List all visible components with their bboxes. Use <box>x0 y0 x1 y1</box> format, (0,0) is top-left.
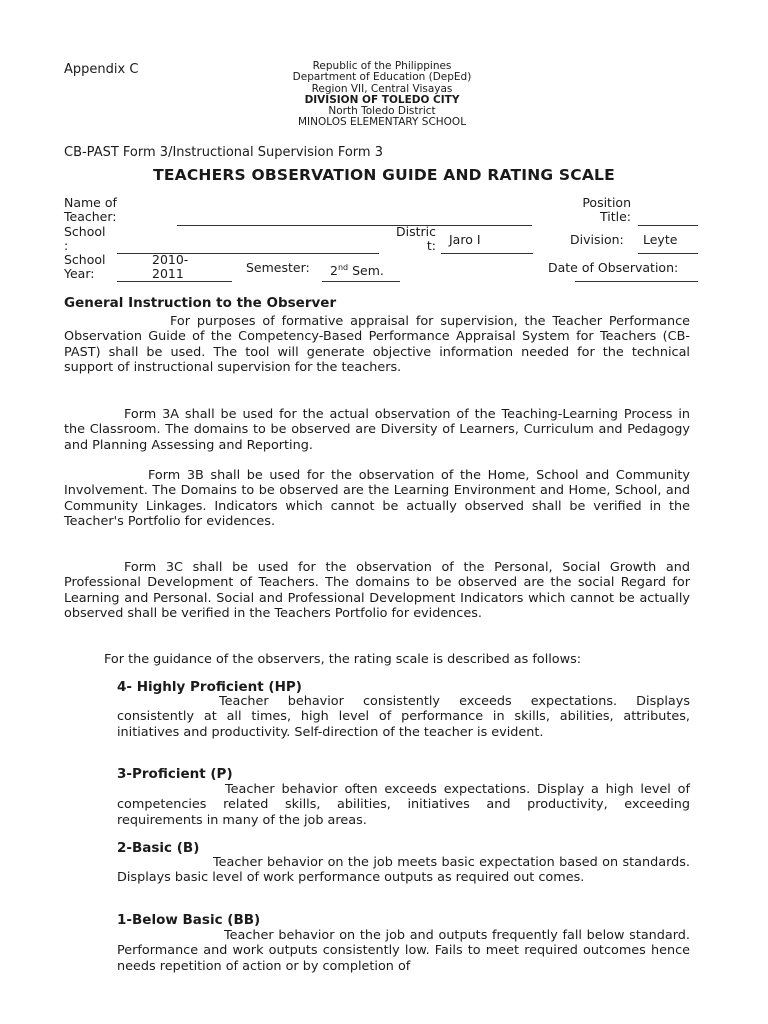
instruction-paragraph-intro: For purposes of formative appraisal for supervision, the Teacher Performance Observation Guide of the Competency-Based Performance Appraisal System for Teachers (CB-PAST) shall be used. The tool will generate objective information needed for the technical support of instructional supervision for the teachers. <box>64 314 690 375</box>
scale-2-title: 2-Basic (B) <box>117 840 200 856</box>
division-field[interactable] <box>638 253 698 254</box>
instructions-heading: General Instruction to the Observer <box>64 295 337 311</box>
position-title-field[interactable] <box>638 225 698 226</box>
page-title: TEACHERS OBSERVATION GUIDE AND RATING SCALE <box>153 166 615 184</box>
header-line-republic: Republic of the Philippines <box>312 60 452 72</box>
letterhead <box>232 61 532 129</box>
scale-3-title: 3-Proficient (P) <box>117 766 233 782</box>
scale-2-description: Teacher behavior on the job meets basic expectation based on standards. Displays basic level of work performance outputs as required out comes. <box>117 855 690 886</box>
school-year-label: School Year: <box>64 252 106 281</box>
school-label: School : <box>64 224 106 253</box>
district-label: Distric t: <box>396 224 436 253</box>
name-of-teacher-field[interactable] <box>177 225 532 226</box>
division-label: Division: <box>570 232 624 247</box>
scale-3-description: Teacher behavior often exceeds expectations. Display a high level of competencies related skills, abilities, initiatives and productivity, exceeding requirements in many of the job areas. <box>117 782 690 828</box>
scale-1-title: 1-Below Basic (BB) <box>117 912 261 928</box>
district-field[interactable] <box>441 253 533 254</box>
district-value: Jaro I <box>449 232 481 247</box>
instruction-paragraph-form-3a: Form 3A shall be used for the actual observation of the Teaching-Learning Process in the Classroom. The domains to be observed are Diversity of Learners, Curriculum and Pedagogy and Planning Assessing and Reporting. <box>64 407 690 453</box>
semester-value: 2nd Sem. <box>330 263 384 279</box>
scale-1-description: Teacher behavior on the job and outputs frequently fall below standard. Performance and work outputs consistently low. Fails to meet required outcomes hence needs repetition of action or by completion of <box>117 928 690 974</box>
semester-label: Semester: <box>246 260 310 275</box>
form-title: CB-PAST Form 3/Instructional Supervision Form 3 <box>64 145 383 160</box>
school-year-field[interactable] <box>117 281 232 282</box>
division-value: Leyte <box>643 232 678 247</box>
semester-field[interactable] <box>322 281 400 282</box>
school-year-value: 2010- 2011 <box>152 252 189 281</box>
header-line-region: Region VII, Central Visayas <box>311 82 453 95</box>
date-of-observation-label: Date of Observation: <box>548 260 679 275</box>
header-line-deped: Department of Education (DepEd) <box>292 71 472 84</box>
header-line-school: MINOLOS ELEMENTARY SCHOOL <box>297 116 467 129</box>
name-of-teacher-label: Name of Teacher: <box>64 195 117 224</box>
scale-4-title: 4- Highly Proficient (HP) <box>117 679 302 695</box>
rating-scale-intro: For the guidance of the observers, the rating scale is described as follows: <box>104 652 582 667</box>
date-of-observation-field[interactable] <box>575 281 698 282</box>
scale-4-description: Teacher behavior consistently exceeds expectations. Displays consistently at all times, high level of performance in skills, abilities, attributes, initiatives and productivity. Self-direction of the teacher is evident. <box>117 694 690 740</box>
appendix-label: Appendix C <box>64 62 139 77</box>
instruction-paragraph-form-3b: Form 3B shall be used for the observation of the Home, School and Community Involvement. The Domains to be observed are the Learning Environment and Home, School, and Community Linkages. Indicators which cannot be actually observed shall be verified in the Teacher's Portfolio for evidences. <box>64 468 690 529</box>
instruction-paragraph-form-3c: Form 3C shall be used for the observation of the Personal, Social Growth and Professional Development of Teachers. The domains to be observed are the social Regard for Learning and Personal. Social and Professional Development Indicators which cannot be actually observed shall be verified in the Teachers Portfolio for evidences. <box>64 560 690 621</box>
header-line-division: DIVISION OF TOLEDO CITY <box>304 93 460 106</box>
header-line-district: North Toledo District <box>328 105 436 118</box>
position-title-label: Position Title: <box>582 195 631 224</box>
